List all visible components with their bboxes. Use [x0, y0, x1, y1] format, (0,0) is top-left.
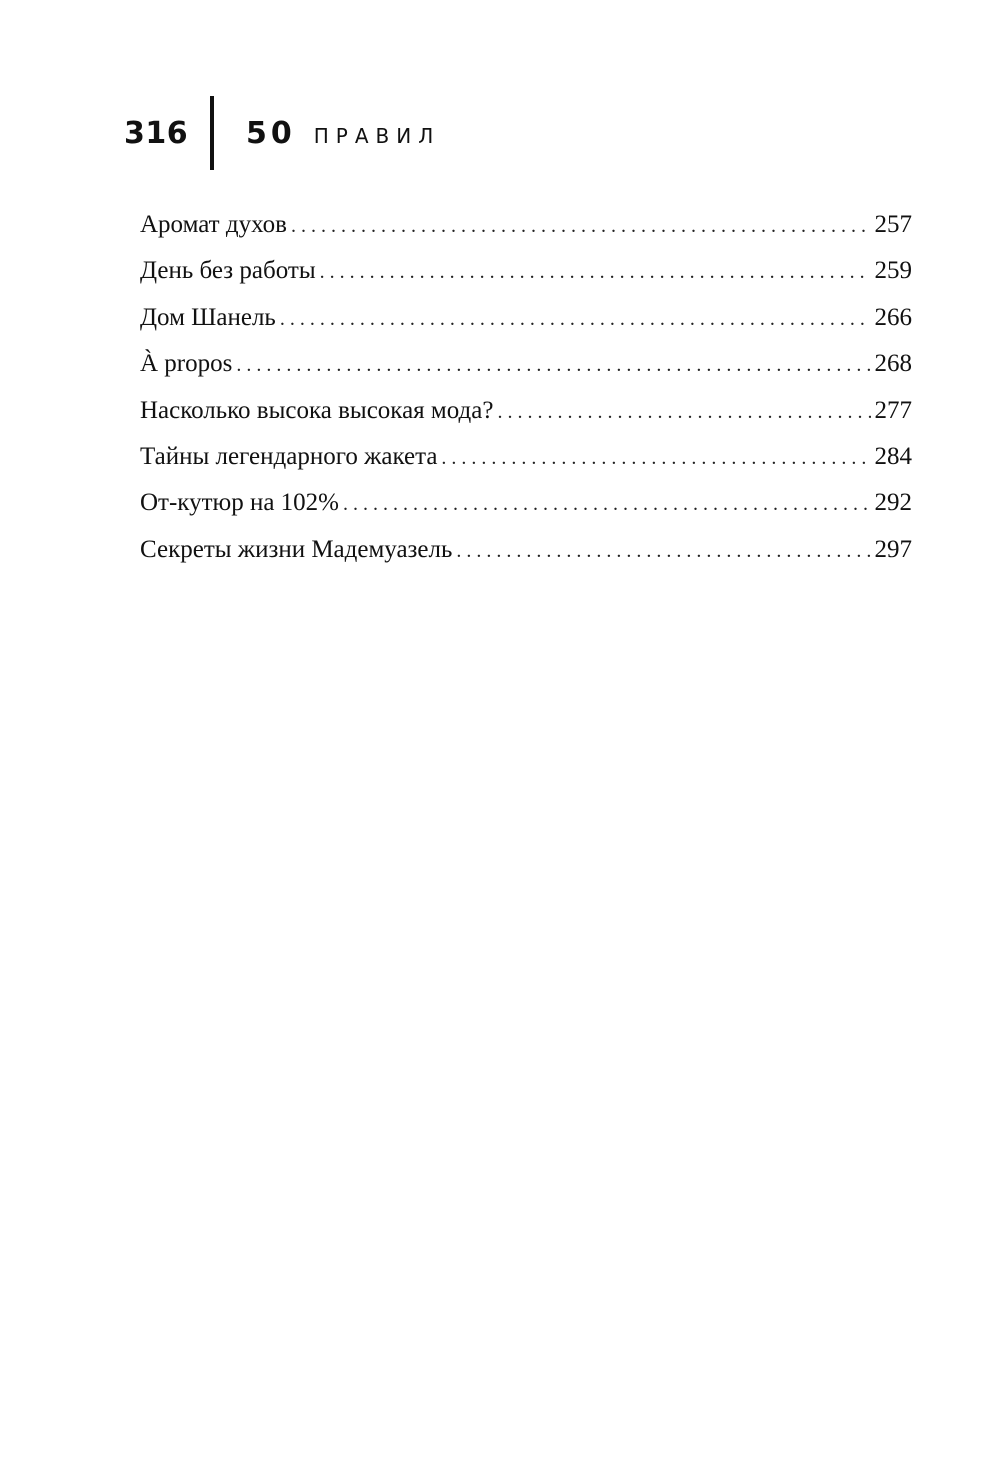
toc-dot-leader — [320, 249, 871, 295]
toc-dot-leader — [291, 203, 871, 249]
book-title-number: 50 — [246, 115, 296, 151]
toc-entry-title: Тайны легендарного жакета — [140, 442, 438, 470]
book-title-word: ПРАВИЛ — [313, 123, 441, 148]
toc-entry-page: 297 — [874, 535, 912, 563]
toc-entry — [140, 295, 912, 341]
toc-entry — [140, 388, 912, 434]
toc-entry-page: 284 — [874, 442, 912, 470]
toc-entry-page: 292 — [874, 489, 912, 517]
toc-entry-title: À propos — [140, 350, 233, 378]
toc-entry — [140, 341, 912, 387]
toc-entry — [140, 434, 912, 480]
toc-entry — [140, 202, 912, 248]
book-title — [246, 116, 440, 151]
toc-entry-title: День без работы — [140, 257, 316, 285]
toc-dot-leader — [497, 389, 870, 435]
running-head — [124, 96, 440, 170]
toc-dot-leader — [441, 435, 870, 481]
toc-dot-leader — [343, 481, 871, 527]
toc-entry-title: Секреты жизни Мадемуазель — [140, 535, 453, 563]
toc-entry-page: 277 — [874, 396, 912, 424]
toc-dot-leader — [236, 342, 870, 388]
table-of-contents — [140, 202, 912, 573]
toc-entry — [140, 480, 912, 526]
toc-entry-title: Насколько высока высокая мода? — [140, 396, 494, 424]
page-number: 316 — [124, 115, 189, 151]
toc-entry-title: От-кутюр на 102% — [140, 489, 339, 517]
toc-dot-leader — [456, 528, 870, 574]
toc-entry — [140, 248, 912, 294]
toc-entry-page: 257 — [874, 211, 912, 238]
toc-entry-title: Дом Шанель — [140, 303, 276, 331]
toc-entry — [140, 527, 912, 573]
toc-entry-page: 266 — [874, 303, 912, 331]
toc-dot-leader — [280, 296, 871, 342]
toc-entry-page: 268 — [874, 350, 912, 378]
toc-entry-page: 259 — [874, 257, 912, 285]
header-divider — [210, 96, 214, 170]
toc-entry-title: Аромат духов — [140, 211, 287, 238]
